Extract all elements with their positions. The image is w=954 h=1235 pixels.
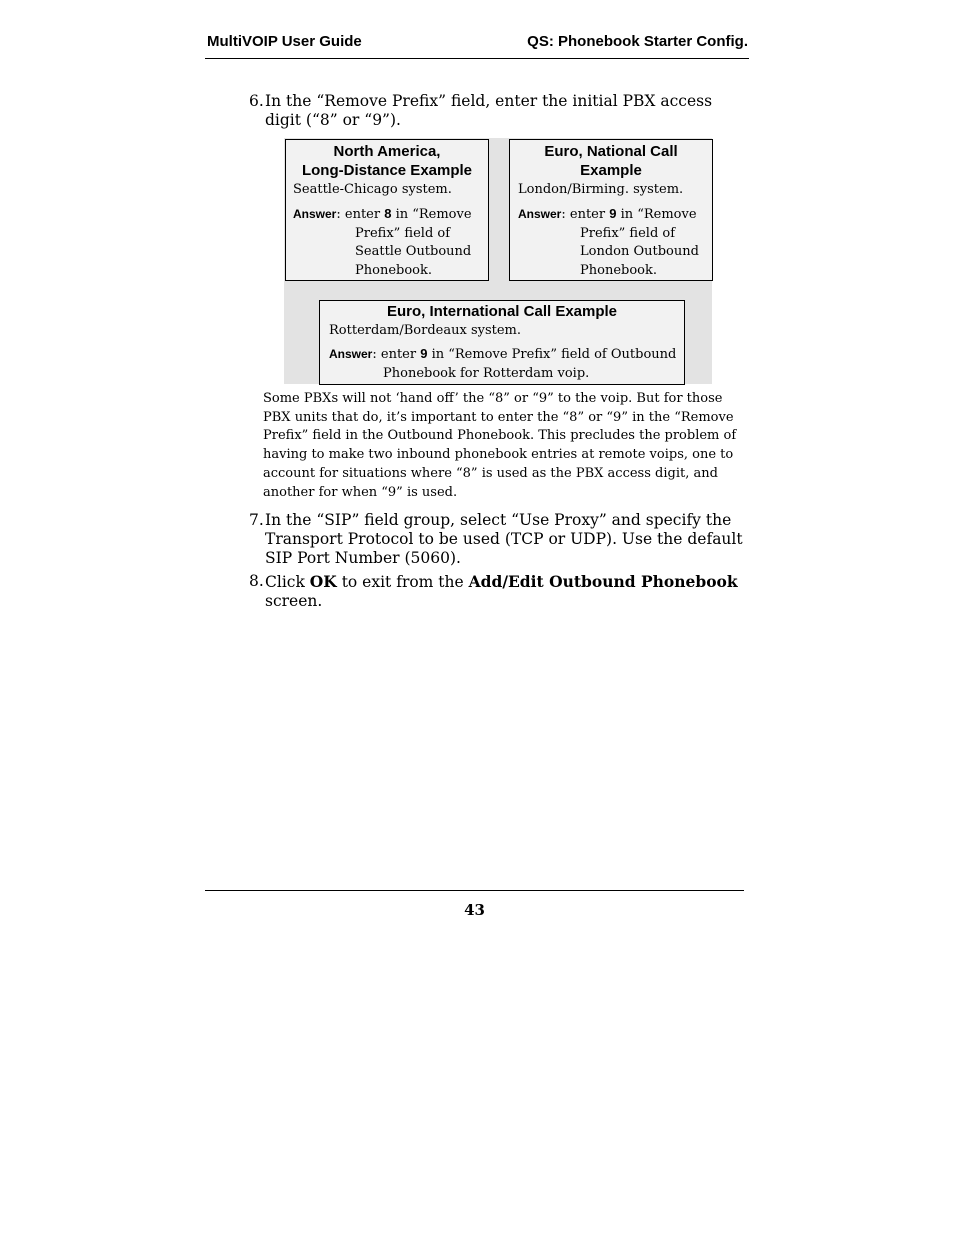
answer-digit: 9 [609, 206, 617, 221]
step-8-text: Click OK to exit from the Add/Edit Outbound Phonebook screen. [265, 572, 738, 610]
answer-label: Answer [518, 207, 562, 221]
step-7-text: In the “SIP” field group, select “Use Proxy” and specify the Transport Protocol to be used (TCP or UDP). Use the default SIP Port Number (5060). [265, 511, 743, 567]
example-box-euro-national [509, 139, 713, 281]
ok-label: OK [309, 572, 337, 591]
header-right: QS: Phonebook Starter Config. [527, 33, 748, 50]
answer-label: Answer [329, 347, 373, 361]
step-6-number: 6. [249, 92, 264, 110]
box-system: London/Birming. system. [518, 182, 684, 197]
answer-digit: 8 [384, 206, 392, 221]
answer-digit: 9 [420, 346, 428, 361]
box-title-line-2: Long-Distance Example [301, 162, 473, 179]
box-system: Seattle-Chicago system. [293, 182, 452, 197]
step-7-number: 7. [249, 511, 264, 529]
screen-name: Add/Edit Outbound Phonebook [468, 572, 738, 591]
answer-label: Answer [293, 207, 337, 221]
box-answer: Answer: enter 8 in “Remove Prefix” field of Seattle Outbound Phonebook. [293, 206, 472, 278]
header-left: MultiVOIP User Guide [207, 33, 362, 50]
header-rule [205, 58, 749, 59]
box-title-line-1: Euro, National Call [544, 143, 678, 160]
note-paragraph: Some PBXs will not ‘hand off’ the “8” or “9” to the voip. But for those PBX units that do, it’s important to enter the “8” or “9” in the “Remove Prefix” field in the Outbound Phonebook. This precludes the problem of having to make two inbound phonebook entries at remote voips, one to account for situations where “8” is used as the PBX access digit, and another for when “9” is used. [263, 391, 737, 500]
box-system: Rotterdam/Bordeaux system. [329, 323, 522, 338]
page-number: 43 [464, 901, 485, 919]
step-7 [249, 511, 749, 568]
step-6-text: In the “Remove Prefix” field, enter the initial PBX access digit (“8” or “9”). [265, 92, 713, 129]
footer-rule [205, 890, 744, 891]
box-answer: Answer: enter 9 in “Remove Prefix” field of Outbound Phonebook for Rotterdam voip. [329, 346, 677, 381]
example-box-euro-international [319, 300, 685, 385]
step-8 [249, 572, 749, 611]
box-title-line-2: Example [580, 162, 642, 179]
step-8-number: 8. [249, 572, 264, 590]
box-answer: Answer: enter 9 in “Remove Prefix” field of London Outbound Phonebook. [518, 206, 699, 278]
example-box-north-america [285, 139, 489, 281]
box-title-line-1: North America, [333, 143, 441, 160]
box-title: Euro, International Call Example [386, 303, 618, 320]
step-6 [249, 92, 749, 130]
